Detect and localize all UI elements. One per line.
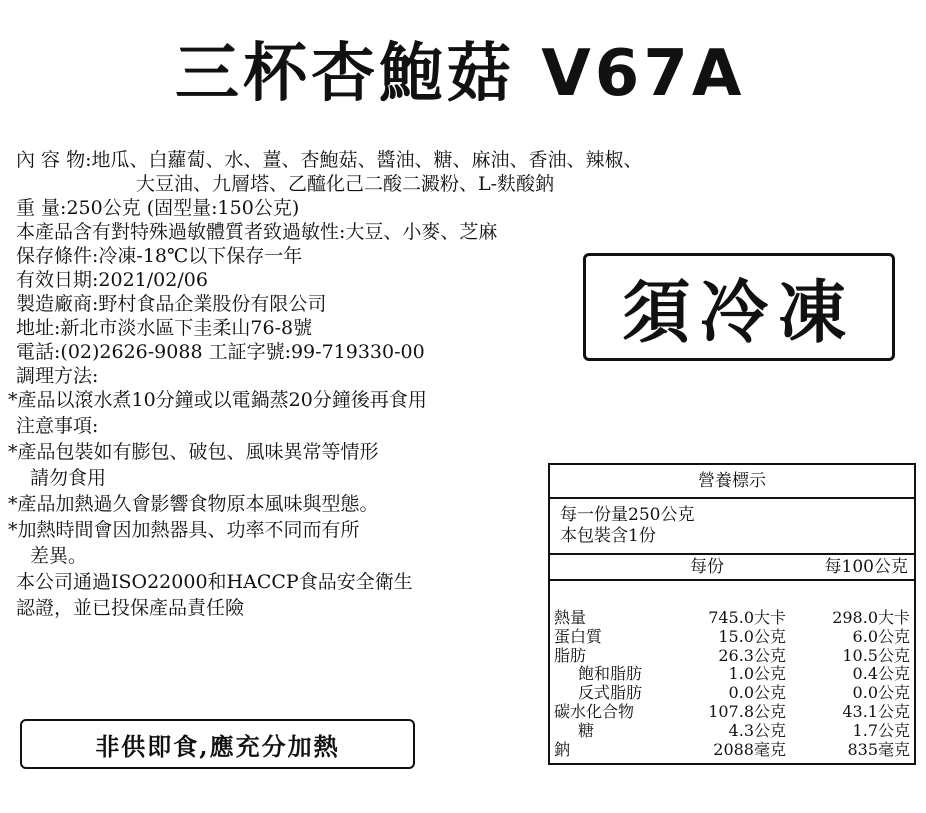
nutrient-per-100g: 0.0公克 bbox=[852, 683, 910, 703]
nutrition-row bbox=[550, 722, 914, 741]
keep-frozen-label: 須冷凍 bbox=[621, 273, 856, 353]
address: 地址:新北市淡水區下圭柔山76-8號 bbox=[16, 317, 313, 339]
not-ready-to-eat-box bbox=[20, 719, 415, 769]
nutrition-row bbox=[550, 628, 914, 647]
nutrient-per-100g: 835毫克 bbox=[847, 739, 910, 759]
nutrition-row bbox=[550, 684, 914, 703]
nutrient-per-serving: 0.0公克 bbox=[728, 683, 786, 703]
nutrition-title: 營養標示 bbox=[550, 465, 914, 499]
notice-item-1-cont: 請勿食用 bbox=[30, 467, 107, 489]
nutrient-per-100g: 6.0公克 bbox=[852, 626, 910, 646]
nutrition-facts-table bbox=[548, 463, 916, 765]
nutrient-name: 熱量 bbox=[554, 608, 587, 627]
phone-and-license: 電話:(02)2626-9088 工証字號:99-719330-00 bbox=[16, 341, 425, 363]
notice-item-3-cont: 差異。 bbox=[30, 545, 88, 567]
cooking-instruction: *產品以滾水煮10分鐘或以電鍋蒸20分鐘後再食用 bbox=[8, 389, 427, 411]
notice-item-1: *產品包裝如有膨包、破包、風味異常等情形 bbox=[8, 441, 379, 463]
nutrition-row bbox=[550, 609, 914, 628]
nutrient-per-100g: 1.7公克 bbox=[852, 720, 910, 740]
nutrition-rows bbox=[550, 581, 914, 759]
nutrient-name: 糖 bbox=[578, 720, 595, 740]
nutrient-name: 碳水化合物 bbox=[554, 701, 635, 721]
nutrient-per-serving: 26.3公克 bbox=[718, 645, 786, 665]
notice-item-3: *加熱時間會因加熱器具、功率不同而有所 bbox=[8, 519, 360, 541]
net-weight: 重 量:250公克 (固型量:150公克) bbox=[16, 197, 300, 219]
certification-line-2: 認證，並已投保產品責任險 bbox=[16, 597, 245, 619]
nutrition-serving-info bbox=[550, 499, 914, 555]
allergen-info: 本產品含有對特殊過敏體質者致過敏性:大豆、小麥、芝麻 bbox=[16, 221, 498, 243]
expiry-date: 有效日期:2021/02/06 bbox=[16, 269, 208, 291]
nutrient-name: 飽和脂肪 bbox=[578, 664, 643, 684]
nutrient-per-serving: 745.0大卡 bbox=[708, 608, 786, 627]
nutrient-per-100g: 43.1公克 bbox=[842, 701, 910, 721]
nutrition-row bbox=[550, 741, 914, 760]
nutrient-name: 蛋白質 bbox=[554, 626, 603, 646]
certification-line-1: 本公司通過ISO22000和HACCP食品安全衛生 bbox=[16, 571, 413, 593]
cooking-title: 調理方法: bbox=[16, 365, 99, 387]
manufacturer: 製造廠商:野村食品企業股份有限公司 bbox=[16, 293, 327, 315]
nutrient-per-100g: 0.4公克 bbox=[852, 664, 910, 684]
nutrient-name: 反式脂肪 bbox=[578, 683, 643, 703]
nutrition-row bbox=[550, 703, 914, 722]
keep-frozen-stamp bbox=[583, 253, 895, 361]
nutrient-name: 鈉 bbox=[554, 739, 571, 759]
notice-title: 注意事項: bbox=[16, 415, 99, 437]
nutrient-name: 脂肪 bbox=[554, 645, 587, 665]
col-per-serving: 每份 bbox=[690, 557, 724, 577]
ingredients-line-2: 大豆油、九層塔、乙醯化己二酸二澱粉、L-麩酸鈉 bbox=[136, 173, 555, 195]
nutrient-per-serving: 4.3公克 bbox=[728, 720, 786, 740]
nutrition-row bbox=[550, 665, 914, 684]
nutrient-per-100g: 298.0大卡 bbox=[832, 608, 910, 627]
nutrient-per-serving: 2088毫克 bbox=[713, 739, 786, 759]
product-title: 三杯杏鮑菇 V67A bbox=[175, 37, 746, 111]
col-per-100g: 每100公克 bbox=[824, 557, 908, 577]
ingredients-line-1: 內 容 物:地瓜、白蘿蔔、水、薑、杏鮑菇、醬油、糖、麻油、香油、辣椒、 bbox=[16, 149, 643, 171]
nutrition-column-headers bbox=[550, 555, 914, 581]
nutrient-per-100g: 10.5公克 bbox=[842, 645, 910, 665]
nutrient-per-serving: 107.8公克 bbox=[708, 701, 786, 721]
storage-conditions: 保存條件:冷凍-18℃以下保存一年 bbox=[16, 245, 303, 267]
nutrition-row bbox=[550, 647, 914, 666]
nutrient-per-serving: 1.0公克 bbox=[728, 664, 786, 684]
servings-per-package: 本包裝含1份 bbox=[560, 526, 656, 546]
heat-thoroughly-warning: 非供即食,應充分加熱 bbox=[95, 731, 340, 761]
notice-item-2: *產品加熱過久會影響食物原本風味與型態。 bbox=[8, 493, 379, 515]
serving-size: 每一份量250公克 bbox=[560, 505, 695, 525]
nutrient-per-serving: 15.0公克 bbox=[718, 626, 786, 646]
